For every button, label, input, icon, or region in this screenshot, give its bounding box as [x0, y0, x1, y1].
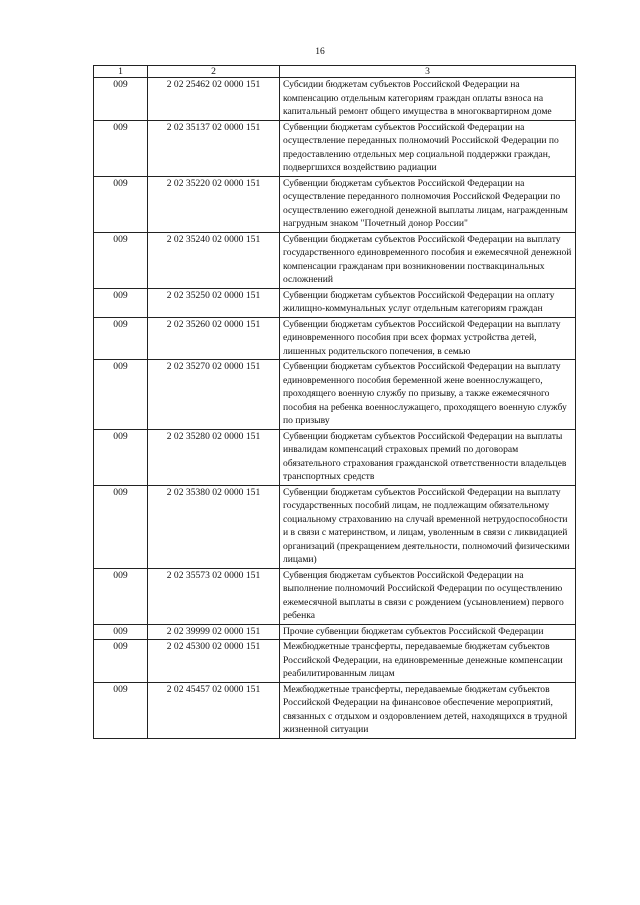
table-row [94, 120, 576, 176]
admin-code-cell: 009 [94, 317, 148, 360]
revenue-name-cell: Субвенции бюджетам субъектов Российской Федерации на осуществление переданного полномочия Российской Федерации по осуществлению ежегодной денежной выплаты лицам, награжденным нагрудным знаком "Почетный донор России" [280, 176, 576, 232]
revenue-name-cell: Субвенции бюджетам субъектов Российской Федерации на выплату государственных пособий лицам, не подлежащим обязательному социальному страхованию на случай временной нетрудоспособности и в связи с материнством, и лицам, уволенным в связи с ликвидацией организаций (прекращением деятельности, полномочий физическими лицами) [280, 485, 576, 568]
admin-code-cell: 009 [94, 288, 148, 317]
budget-classification-code-cell: 2 02 45300 02 0000 151 [148, 640, 280, 683]
table-row [94, 317, 576, 360]
admin-code-cell: 009 [94, 485, 148, 568]
budget-classification-code-cell: 2 02 39999 02 0000 151 [148, 624, 280, 640]
admin-code-cell: 009 [94, 624, 148, 640]
column-header: 2 [148, 66, 280, 78]
table-row [94, 360, 576, 430]
column-header: 3 [280, 66, 576, 78]
budget-code-table [93, 65, 576, 739]
table-row [94, 682, 576, 738]
table-row [94, 568, 576, 624]
revenue-name-cell: Субвенции бюджетам субъектов Российской Федерации на выплаты инвалидам компенсаций страховых премий по договорам обязательного страхования гражданской ответственности владельцев транспортных средств [280, 429, 576, 485]
admin-code-cell: 009 [94, 120, 148, 176]
admin-code-cell: 009 [94, 429, 148, 485]
column-header: 1 [94, 66, 148, 78]
table-row [94, 640, 576, 683]
table-header-row [94, 66, 576, 78]
revenue-name-cell: Субвенции бюджетам субъектов Российской Федерации на выплату единовременного пособия беременной жене военнослужащего, проходящего военную службу по призыву, а также ежемесячного пособия на ребенка военнослужащего, проходящего военную службу по призыву [280, 360, 576, 430]
revenue-name-cell: Субвенции бюджетам субъектов Российской Федерации на осуществление переданных полномочий Российской Федерации по предоставлению отдельных мер социальной поддержки граждан, подвергшихся воздействию радиации [280, 120, 576, 176]
budget-classification-code-cell: 2 02 35260 02 0000 151 [148, 317, 280, 360]
budget-classification-code-cell: 2 02 35220 02 0000 151 [148, 176, 280, 232]
revenue-name-cell: Субвенции бюджетам субъектов Российской Федерации на выплату единовременного пособия при всех формах устройства детей, лишенных родительского попечения, в семью [280, 317, 576, 360]
budget-classification-code-cell: 2 02 35573 02 0000 151 [148, 568, 280, 624]
revenue-name-cell: Субвенции бюджетам субъектов Российской Федерации на оплату жилищно-коммунальных услуг отдельным категориям граждан [280, 288, 576, 317]
revenue-name-cell: Субвенция бюджетам субъектов Российской Федерации на выполнение полномочий Российской Федерации по осуществлению ежемесячной выплаты в связи с рождением (усыновлением) первого ребенка [280, 568, 576, 624]
table-row [94, 288, 576, 317]
table-row [94, 429, 576, 485]
revenue-name-cell: Межбюджетные трансферты, передаваемые бюджетам субъектов Российской Федерации на финансовое обеспечение мероприятий, связанных с отдыхом и оздоровлением детей, находящихся в трудной жизненной ситуации [280, 682, 576, 738]
admin-code-cell: 009 [94, 176, 148, 232]
budget-classification-code-cell: 2 02 35380 02 0000 151 [148, 485, 280, 568]
budget-classification-code-cell: 2 02 35280 02 0000 151 [148, 429, 280, 485]
page-number: 16 [315, 47, 325, 57]
revenue-name-cell: Межбюджетные трансферты, передаваемые бюджетам субъектов Российской Федерации, на единовременные денежные компенсации реабилитированным лицам [280, 640, 576, 683]
table-row [94, 485, 576, 568]
budget-classification-code-cell: 2 02 35250 02 0000 151 [148, 288, 280, 317]
revenue-name-cell: Субсидии бюджетам субъектов Российской Федерации на компенсацию отдельным категориям граждан оплаты взноса на капитальный ремонт общего имущества в многоквартирном доме [280, 78, 576, 121]
admin-code-cell: 009 [94, 78, 148, 121]
budget-classification-code-cell: 2 02 35270 02 0000 151 [148, 360, 280, 430]
budget-classification-code-cell: 2 02 25462 02 0000 151 [148, 78, 280, 121]
admin-code-cell: 009 [94, 232, 148, 288]
admin-code-cell: 009 [94, 640, 148, 683]
admin-code-cell: 009 [94, 682, 148, 738]
budget-classification-code-cell: 2 02 35137 02 0000 151 [148, 120, 280, 176]
budget-classification-code-cell: 2 02 45457 02 0000 151 [148, 682, 280, 738]
admin-code-cell: 009 [94, 360, 148, 430]
table-row [94, 624, 576, 640]
table-row [94, 176, 576, 232]
table-row [94, 232, 576, 288]
revenue-name-cell: Прочие субвенции бюджетам субъектов Российской Федерации [280, 624, 576, 640]
admin-code-cell: 009 [94, 568, 148, 624]
budget-classification-code-cell: 2 02 35240 02 0000 151 [148, 232, 280, 288]
revenue-name-cell: Субвенции бюджетам субъектов Российской Федерации на выплату государственного единовременного пособия и ежемесячной денежной компенсации гражданам при возникновении поствакцинальных осложнений [280, 232, 576, 288]
table-row [94, 78, 576, 121]
